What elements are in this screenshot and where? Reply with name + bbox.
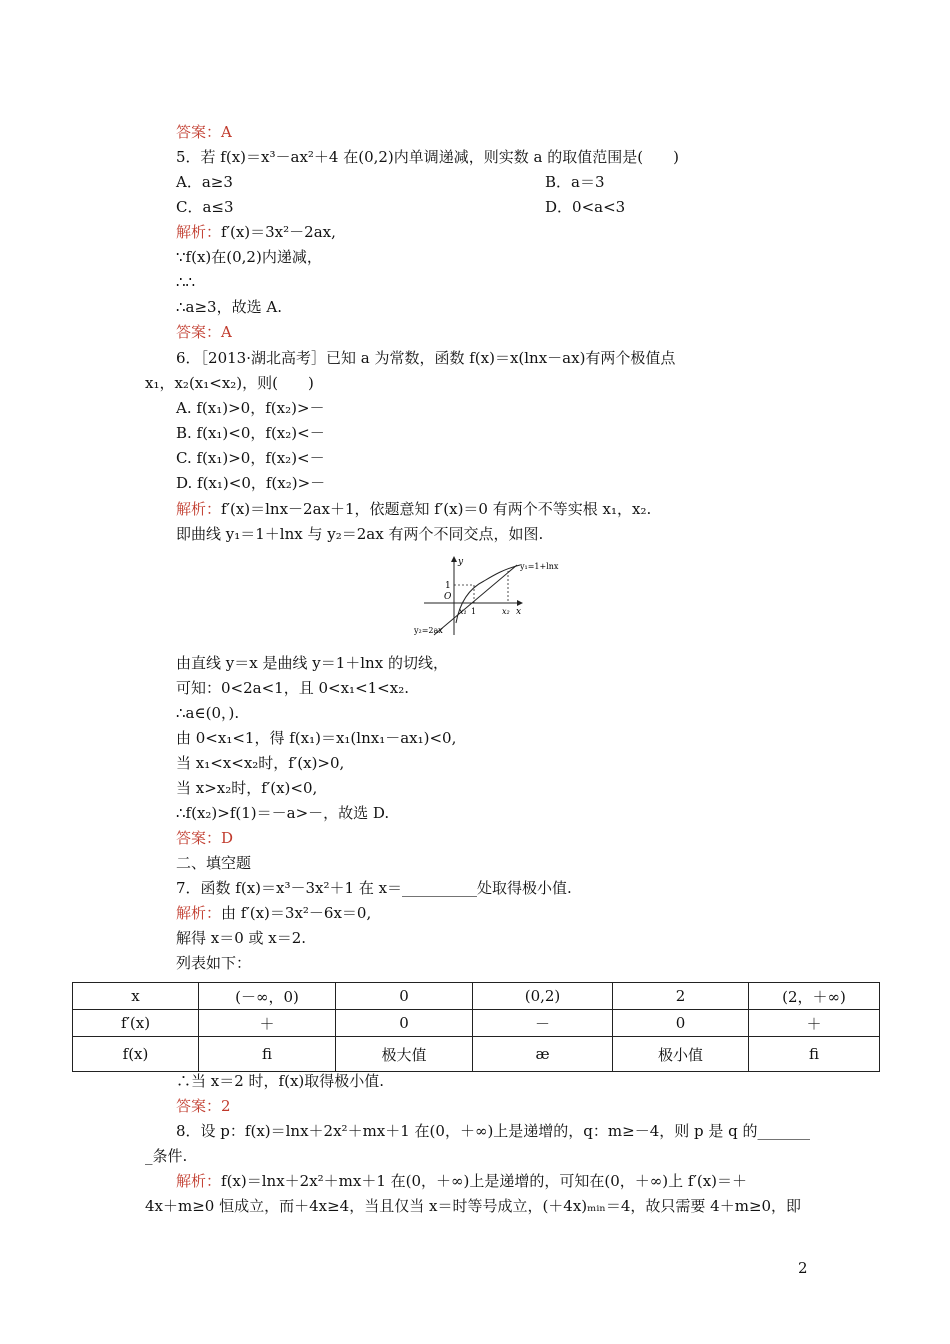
q6-line-9: ∴f(x₂)>f(1)＝－a>－，故选 D. <box>176 804 390 822</box>
q5-option-d: D．0<a<3 <box>545 198 626 216</box>
q7-analysis <box>176 903 371 923</box>
q6-line-8: 当 x>x₂时，f′(x)<0, <box>176 779 318 797</box>
q7-answer: 答案：2 <box>176 1097 231 1115</box>
q6-answer: 答案：D <box>176 829 234 847</box>
section-heading: 二、填空题 <box>176 854 252 872</box>
q5-option-b: B．a＝3 <box>545 173 605 191</box>
q5-analysis <box>176 222 336 242</box>
q5-line-2: ∵f(x)在(0,2)内递减， <box>176 248 322 266</box>
q5-line-4: ∴a≥3，故选 A. <box>176 298 282 316</box>
table-cell: f(x) <box>73 1037 199 1072</box>
q6-option-d: D. f(x₁)<0，f(x₂)>－ <box>176 474 326 492</box>
analysis-text: 由 f′(x)＝3x²－6x＝0, <box>221 904 372 922</box>
q6-option-b: B. f(x₁)<0，f(x₂)<－ <box>176 424 325 442</box>
q7-stem: 7．函数 f(x)＝x³－3x²＋1 在 x＝__________处取得极小值. <box>176 879 572 897</box>
table-cell: 2 <box>613 983 749 1010</box>
table-row <box>73 1010 880 1037</box>
graph-curve2-label: y₂=2ax <box>414 626 443 635</box>
page-number: 2 <box>798 1259 808 1277</box>
table-cell: 极小值 <box>613 1037 749 1072</box>
graph-x2-label: x₂ <box>502 607 510 616</box>
table-cell: ﬁ <box>749 1037 880 1072</box>
curve-intersection-figure <box>412 553 572 641</box>
graph-one-x-label: 1 <box>471 607 477 616</box>
table-cell: (－∞，0) <box>199 983 336 1010</box>
table-cell: f′(x) <box>73 1010 199 1037</box>
graph-curve1-label: y₁=1+lnx <box>520 562 559 571</box>
table-cell: x <box>73 983 199 1010</box>
q6-option-a: A. f(x₁)>0，f(x₂)>－ <box>176 399 325 417</box>
table-cell: ﬁ <box>199 1037 336 1072</box>
q6-stem-1: 6．［2013·湖北高考］已知 a 为常数，函数 f(x)＝x(lnx－ax)有两个极值点 <box>176 349 676 367</box>
q8-stem-2: _条件. <box>145 1147 188 1165</box>
analysis-label: 解析： <box>176 223 222 241</box>
analysis-label: 解析： <box>176 904 222 922</box>
table-row <box>73 1037 880 1072</box>
variation-table <box>72 982 880 1072</box>
q6-line-7: 当 x₁<x<x₂时，f′(x)>0, <box>176 754 345 772</box>
q5-option-a: A．a≥3 <box>176 173 233 191</box>
q6-line-4: 可知：0<2a<1，且 0<x₁<1<x₂. <box>176 679 409 697</box>
table-cell: 极大值 <box>336 1037 473 1072</box>
q8-analysis <box>176 1171 747 1191</box>
q5-answer: 答案：A <box>176 323 232 341</box>
table-cell: 0 <box>336 983 473 1010</box>
q8-stem-1: 8．设 p：f(x)＝lnx＋2x²＋mx＋1 在(0，＋∞)上是递增的，q：m≥－4，则 p 是 q 的_______ <box>176 1122 811 1140</box>
analysis-text: f(x)＝lnx＋2x²＋mx＋1 在(0，＋∞)上是递增的，可知在(0，＋∞)上 f′(x)＝＋ <box>221 1172 748 1190</box>
graph-origin-label: O <box>444 592 452 602</box>
q6-analysis <box>176 499 651 519</box>
table-cell: 0 <box>336 1010 473 1037</box>
table-cell: (2，＋∞) <box>749 983 880 1010</box>
q5-option-c: C．a≤3 <box>176 198 234 216</box>
q7-line-3: 列表如下： <box>176 954 252 972</box>
graph-one-y-label: 1 <box>445 581 451 591</box>
q6-option-c: C. f(x₁)>0，f(x₂)<－ <box>176 449 325 467</box>
q6-line-5: ∴a∈(0，). <box>176 704 240 722</box>
q6-line-2: 即曲线 y₁＝1＋lnx 与 y₂＝2ax 有两个不同交点，如图. <box>176 525 544 543</box>
graph-x-label: x <box>516 607 522 617</box>
table-row <box>73 983 880 1010</box>
table-cell: － <box>473 1010 613 1037</box>
table-cell: ＋ <box>749 1010 880 1037</box>
q7-conclusion: ∴当 x＝2 时，f(x)取得极小值. <box>176 1072 385 1090</box>
answer-prev: 答案：A <box>176 123 232 141</box>
q6-line-6: 由 0<x₁<1，得 f(x₁)＝x₁(lnx₁－ax₁)<0, <box>176 729 457 747</box>
analysis-label: 解析： <box>176 1172 222 1190</box>
q5-stem: 5．若 f(x)＝x³－ax²＋4 在(0,2)内单调递减，则实数 a 的取值范围是( ) <box>176 148 679 166</box>
table-cell: 0 <box>613 1010 749 1037</box>
analysis-text: f′(x)＝3x²－2ax, <box>221 223 336 241</box>
table-cell: æ <box>473 1037 613 1072</box>
graph-y-label: y <box>458 557 464 567</box>
q6-stem-2: x₁，x₂(x₁<x₂)，则( ) <box>145 374 314 392</box>
table-cell: (0,2) <box>473 983 613 1010</box>
q5-line-3: ∴∴ <box>176 273 196 291</box>
analysis-label: 解析： <box>176 500 222 518</box>
q7-line-2: 解得 x＝0 或 x＝2. <box>176 929 307 947</box>
table-cell: ＋ <box>199 1010 336 1037</box>
q6-line-3: 由直线 y＝x 是曲线 y＝1＋lnx 的切线， <box>176 654 448 672</box>
q8-analysis-2: 4x＋m≥0 恒成立，而＋4x≥4，当且仅当 x＝时等号成立，(＋4x)ₘᵢₙ＝4，故只需要 4＋m≥0，即 <box>145 1197 802 1215</box>
analysis-text: f′(x)＝lnx－2ax＋1，依题意知 f′(x)＝0 有两个不等实根 x₁，x₂. <box>221 500 652 518</box>
graph-x1-label: x₁ <box>459 607 467 616</box>
